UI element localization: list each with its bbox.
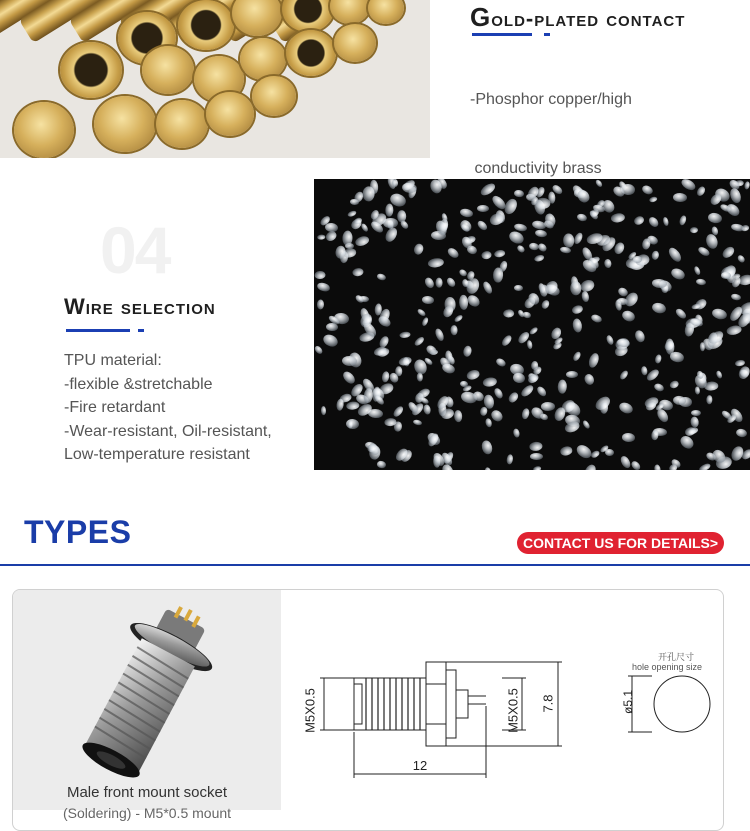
pellet bbox=[729, 187, 743, 205]
pellet bbox=[396, 367, 403, 377]
pellet bbox=[673, 192, 688, 201]
pellet bbox=[653, 382, 665, 393]
pellet bbox=[534, 229, 547, 238]
thread-right-label: M5X0.5 bbox=[505, 688, 521, 733]
pellet bbox=[711, 308, 728, 321]
pellet bbox=[519, 384, 535, 399]
pellet bbox=[480, 251, 492, 261]
list-item: TPU material: bbox=[64, 352, 162, 369]
pellet bbox=[633, 329, 645, 343]
pellet bbox=[736, 254, 746, 265]
pellet bbox=[453, 410, 462, 422]
pellet bbox=[483, 377, 498, 387]
connector-socket-image bbox=[13, 590, 281, 810]
pellet bbox=[622, 432, 635, 441]
pellet bbox=[696, 278, 707, 286]
brass-rod-end bbox=[330, 0, 370, 24]
pellet bbox=[693, 266, 701, 276]
thread-right-label-wrap bbox=[503, 681, 525, 741]
wire-selection-title: Wire selection bbox=[64, 294, 216, 319]
height-label: 7.8 bbox=[540, 694, 556, 713]
pellet bbox=[680, 179, 697, 191]
pellet bbox=[386, 204, 394, 217]
pellet bbox=[485, 417, 493, 428]
pellet bbox=[572, 318, 583, 334]
thread-left-label: M5X0.5 bbox=[302, 688, 318, 733]
tpu-pellets-photo bbox=[314, 179, 750, 470]
pellet bbox=[617, 400, 634, 415]
pellet bbox=[533, 254, 545, 263]
pellet bbox=[435, 278, 442, 288]
pellet bbox=[314, 345, 324, 356]
title-underline bbox=[472, 33, 532, 36]
pellet bbox=[493, 387, 505, 400]
pellet bbox=[476, 219, 488, 231]
title-underline-dot bbox=[544, 33, 550, 36]
pellet bbox=[381, 371, 390, 383]
list-item: -Fire retardant bbox=[64, 399, 166, 416]
brass-rods-photo bbox=[0, 0, 430, 158]
brass-tube-end bbox=[60, 42, 122, 98]
pellet bbox=[654, 354, 662, 364]
pellet bbox=[383, 218, 398, 229]
pellet bbox=[584, 372, 596, 385]
pellet bbox=[690, 227, 698, 233]
pellet bbox=[605, 334, 614, 345]
pellet bbox=[603, 259, 612, 269]
pellet bbox=[707, 396, 713, 405]
pellet bbox=[535, 385, 548, 398]
pellet bbox=[576, 212, 588, 221]
pellet bbox=[574, 443, 593, 461]
pellet bbox=[445, 276, 457, 288]
pellet bbox=[502, 309, 514, 318]
pellet bbox=[501, 334, 514, 347]
pellet bbox=[651, 251, 659, 261]
pellet bbox=[678, 215, 687, 226]
pellet bbox=[721, 272, 731, 279]
pellet bbox=[392, 404, 405, 418]
pellet bbox=[494, 249, 506, 258]
pellet bbox=[632, 215, 644, 226]
pellet bbox=[571, 305, 584, 315]
pellet bbox=[595, 179, 604, 188]
product-caption: Male front mount socket bbox=[66, 784, 228, 801]
pellet bbox=[315, 270, 326, 278]
hole-diameter-label: ø5.1 bbox=[621, 690, 635, 715]
pellet bbox=[528, 242, 539, 251]
section-divider bbox=[0, 564, 750, 566]
pellet bbox=[646, 367, 662, 382]
pellet bbox=[324, 230, 338, 243]
pellet bbox=[740, 224, 749, 232]
pellet bbox=[514, 190, 524, 198]
pellet bbox=[651, 302, 667, 315]
brass-tube-end bbox=[286, 30, 336, 76]
pellet bbox=[533, 465, 542, 470]
pellet bbox=[376, 460, 386, 468]
pellet bbox=[484, 466, 492, 470]
brass-rod-end bbox=[334, 24, 376, 62]
pellet bbox=[696, 185, 707, 197]
hole-size-label-en: hole opening size bbox=[631, 662, 703, 672]
pellet bbox=[453, 314, 463, 323]
pellet bbox=[528, 326, 538, 336]
pellet bbox=[399, 355, 413, 366]
pellet bbox=[530, 453, 543, 460]
pellet bbox=[737, 365, 750, 381]
brass-rod-end bbox=[252, 76, 296, 116]
brass-rod-end bbox=[14, 102, 74, 158]
pellet bbox=[715, 370, 723, 379]
pellet bbox=[321, 332, 339, 348]
pellet bbox=[481, 280, 494, 295]
pellet bbox=[691, 410, 701, 416]
pellet bbox=[341, 369, 357, 385]
types-heading: TYPES bbox=[24, 514, 132, 550]
pellet bbox=[495, 357, 507, 368]
pellet bbox=[346, 209, 357, 217]
pellet bbox=[721, 244, 737, 259]
list-item: -Wear-resistant, Oil-resistant, bbox=[64, 422, 272, 440]
pellet bbox=[617, 297, 629, 305]
pellet bbox=[670, 266, 687, 281]
pellet bbox=[526, 339, 533, 349]
pellet bbox=[507, 391, 520, 405]
pellet bbox=[360, 222, 369, 232]
title-underline bbox=[66, 329, 130, 332]
pellet bbox=[421, 295, 434, 304]
pellet bbox=[428, 257, 445, 268]
brass-rod-end bbox=[142, 46, 194, 94]
pellet bbox=[653, 465, 660, 470]
brass-rod-end bbox=[156, 100, 208, 148]
list-item: conductivity brass bbox=[470, 160, 602, 177]
contact-us-button[interactable]: CONTACT US FOR DETAILS> bbox=[517, 532, 724, 554]
pellet bbox=[744, 181, 750, 190]
pellet bbox=[619, 369, 630, 381]
list-item: -Phosphor copper/high bbox=[470, 91, 632, 108]
pellet bbox=[441, 362, 456, 375]
pellet bbox=[698, 461, 711, 470]
pellet bbox=[434, 327, 446, 341]
pellet bbox=[566, 371, 578, 378]
brass-tube-end bbox=[178, 0, 234, 50]
pellet bbox=[633, 256, 643, 263]
brass-rod-end bbox=[368, 0, 404, 24]
pellet bbox=[424, 276, 436, 290]
pellet bbox=[704, 382, 719, 391]
pellet bbox=[441, 304, 455, 319]
pellet bbox=[446, 246, 461, 260]
pellet bbox=[354, 235, 370, 248]
pellet bbox=[462, 345, 472, 357]
pellet bbox=[508, 229, 526, 245]
pellet bbox=[451, 325, 458, 336]
pellet bbox=[559, 446, 573, 457]
pellet bbox=[605, 448, 615, 456]
pellet bbox=[512, 428, 520, 438]
pellet bbox=[316, 282, 330, 294]
pellet bbox=[400, 331, 411, 338]
list-item: Low-temperature resistant bbox=[64, 446, 250, 463]
pellet bbox=[630, 460, 641, 470]
pellet bbox=[514, 285, 523, 291]
pellet bbox=[479, 406, 488, 417]
pellet bbox=[647, 216, 661, 230]
length-label: 12 bbox=[412, 758, 428, 773]
pellet bbox=[413, 242, 425, 256]
pellet bbox=[535, 198, 550, 209]
brass-rod-end bbox=[94, 96, 156, 152]
pellet bbox=[557, 379, 567, 393]
pellet bbox=[349, 198, 359, 205]
pellet bbox=[674, 307, 687, 320]
pellet bbox=[512, 371, 526, 383]
pellet bbox=[666, 245, 683, 263]
pellet bbox=[726, 325, 742, 336]
pellet bbox=[707, 328, 726, 346]
pellet bbox=[582, 419, 591, 429]
pellet bbox=[599, 402, 608, 415]
hole-size-label-cn: 开孔尺寸 bbox=[657, 652, 694, 662]
pellet bbox=[392, 179, 399, 187]
pellet bbox=[351, 267, 363, 277]
pellet bbox=[506, 454, 514, 464]
pellet bbox=[678, 433, 696, 451]
pellet bbox=[583, 463, 598, 470]
pellet bbox=[423, 403, 432, 414]
thread-left-label-wrap bbox=[300, 681, 322, 741]
pellet bbox=[735, 428, 747, 438]
list-item: -flexible &stretchable bbox=[64, 375, 213, 393]
title-underline-dot bbox=[138, 329, 144, 332]
pellet bbox=[412, 419, 422, 426]
pellet bbox=[421, 317, 429, 327]
pellet bbox=[662, 217, 670, 227]
gold-plated-contact-title: Gold-plated contact bbox=[470, 2, 686, 32]
pellet bbox=[619, 454, 632, 469]
pellet bbox=[480, 439, 494, 455]
pellet bbox=[528, 441, 542, 451]
pellet bbox=[363, 387, 374, 403]
pellet bbox=[590, 314, 603, 325]
pellet bbox=[610, 212, 625, 223]
pellet bbox=[684, 425, 697, 437]
pellet bbox=[541, 402, 555, 411]
pellet bbox=[317, 235, 326, 240]
pellet bbox=[586, 352, 600, 370]
pellet bbox=[336, 399, 345, 412]
wire-features-list bbox=[64, 349, 272, 467]
pellet bbox=[362, 186, 375, 202]
pellet bbox=[499, 260, 509, 273]
pellet bbox=[540, 299, 550, 310]
brass-rod-end bbox=[240, 38, 286, 80]
pellet bbox=[649, 196, 658, 203]
product-photo bbox=[13, 590, 281, 810]
pellet bbox=[384, 226, 400, 244]
pellet bbox=[521, 407, 531, 419]
pellet bbox=[559, 246, 570, 254]
hole-diameter-wrap bbox=[618, 689, 638, 719]
pellet bbox=[316, 299, 324, 310]
pellet bbox=[516, 309, 525, 319]
product-caption-sub: (Soldering) - M5*0.5 mount bbox=[62, 805, 232, 821]
pellet bbox=[669, 380, 680, 390]
pellet bbox=[669, 350, 684, 362]
pellet bbox=[641, 184, 654, 196]
brass-rod-end bbox=[206, 92, 254, 136]
pellet bbox=[731, 293, 742, 301]
pellet bbox=[413, 335, 425, 347]
pellet bbox=[621, 309, 637, 323]
pellet bbox=[571, 351, 581, 363]
pellet bbox=[465, 368, 480, 381]
pellet bbox=[707, 212, 722, 224]
pellet bbox=[516, 244, 526, 254]
section-number: 04 bbox=[100, 213, 170, 287]
pellet bbox=[477, 205, 489, 213]
pellet bbox=[459, 208, 474, 219]
pellet bbox=[377, 273, 387, 281]
height-label-wrap bbox=[538, 690, 558, 720]
pellet bbox=[321, 406, 326, 415]
